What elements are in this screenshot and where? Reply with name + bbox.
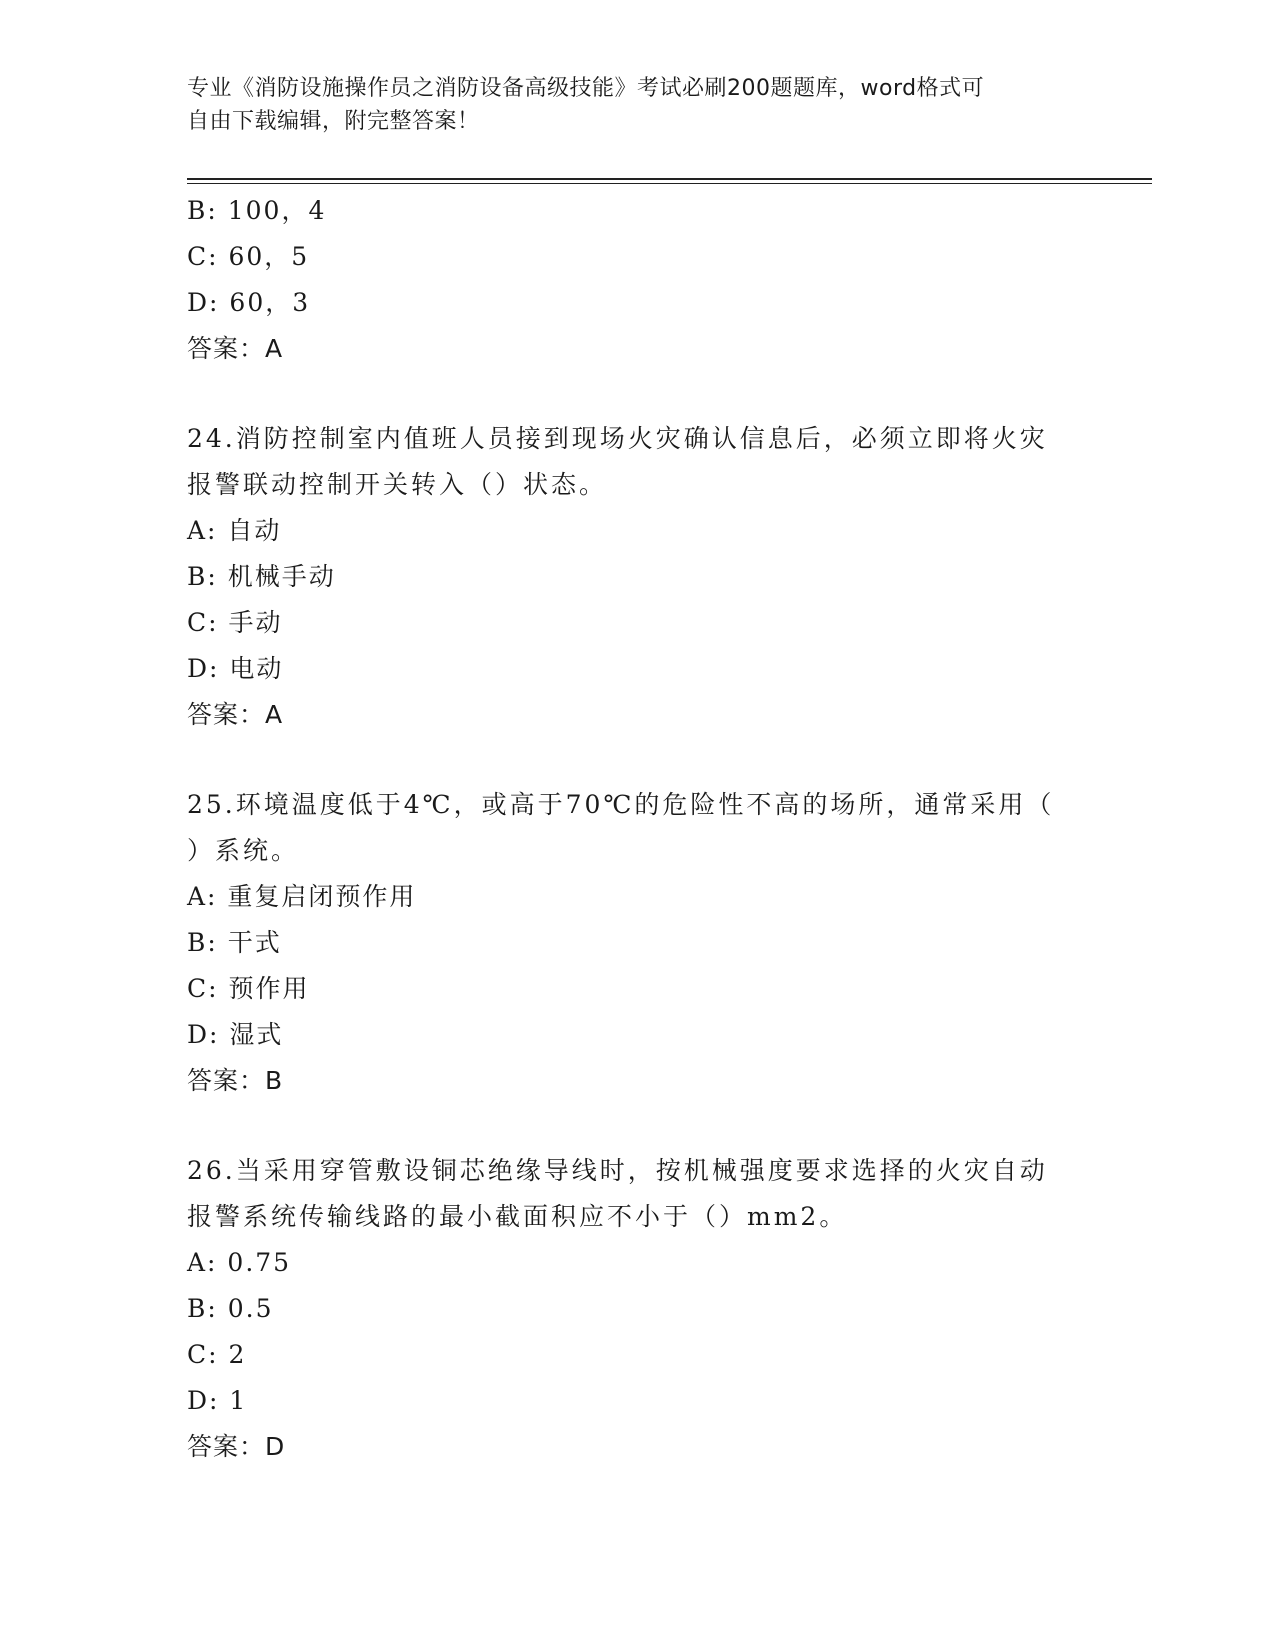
option-a: A: 重复启闭预作用 — [187, 882, 417, 911]
header-divider-thick — [187, 178, 1152, 180]
answer: 答案：A — [187, 334, 284, 363]
option-c: C: 预作用 — [187, 974, 310, 1003]
option-b: B: 干式 — [187, 928, 282, 957]
option-a: A: 自动 — [187, 516, 282, 545]
question-stem-line: 25.环境温度低于4℃，或高于70℃的危险性不高的场所，通常采用（ — [187, 790, 1055, 819]
option-b: B: 机械手动 — [187, 562, 336, 591]
option-a: A: 0.75 — [187, 1248, 292, 1277]
question-stem — [187, 782, 1087, 874]
answer: 答案：A — [187, 700, 284, 729]
question-stem-line: ）系统。 — [187, 836, 300, 865]
answer: 答案：D — [187, 1432, 286, 1461]
option-d: D: 60，3 — [187, 288, 311, 317]
option-c: C: 2 — [187, 1340, 247, 1369]
option-d: D: 1 — [187, 1386, 248, 1415]
question-25 — [187, 782, 1087, 1104]
question-24 — [187, 416, 1087, 738]
question-stem-line: 报警系统传输线路的最小截面积应不小于（）mm2。 — [187, 1202, 848, 1231]
question-26 — [187, 1148, 1087, 1470]
question-stem — [187, 1148, 1087, 1240]
answer: 答案：B — [187, 1066, 284, 1095]
option-c: C: 60，5 — [187, 242, 310, 271]
document-header — [187, 72, 1087, 138]
header-line-1: 专业《消防设施操作员之消防设备高级技能》考试必刷200题题库，word格式可 — [187, 76, 985, 101]
option-c: C: 手动 — [187, 608, 283, 637]
header-line-2: 自由下载编辑，附完整答案！ — [187, 109, 480, 134]
question-list — [187, 188, 1087, 1470]
option-d: D: 湿式 — [187, 1020, 284, 1049]
question-stem-line: 26.当采用穿管敷设铜芯绝缘导线时，按机械强度要求选择的火灾自动 — [187, 1156, 1048, 1185]
option-b: B: 100，4 — [187, 196, 327, 225]
question-stem-line: 报警联动控制开关转入（）状态。 — [187, 470, 608, 499]
option-d: D: 电动 — [187, 654, 284, 683]
header-divider-thin — [187, 183, 1152, 184]
question-stem — [187, 416, 1087, 508]
option-b: B: 0.5 — [187, 1294, 274, 1323]
question-stem-line: 24.消防控制室内值班人员接到现场火灾确认信息后，必须立即将火灾 — [187, 424, 1048, 453]
previous-question-tail — [187, 188, 1087, 372]
